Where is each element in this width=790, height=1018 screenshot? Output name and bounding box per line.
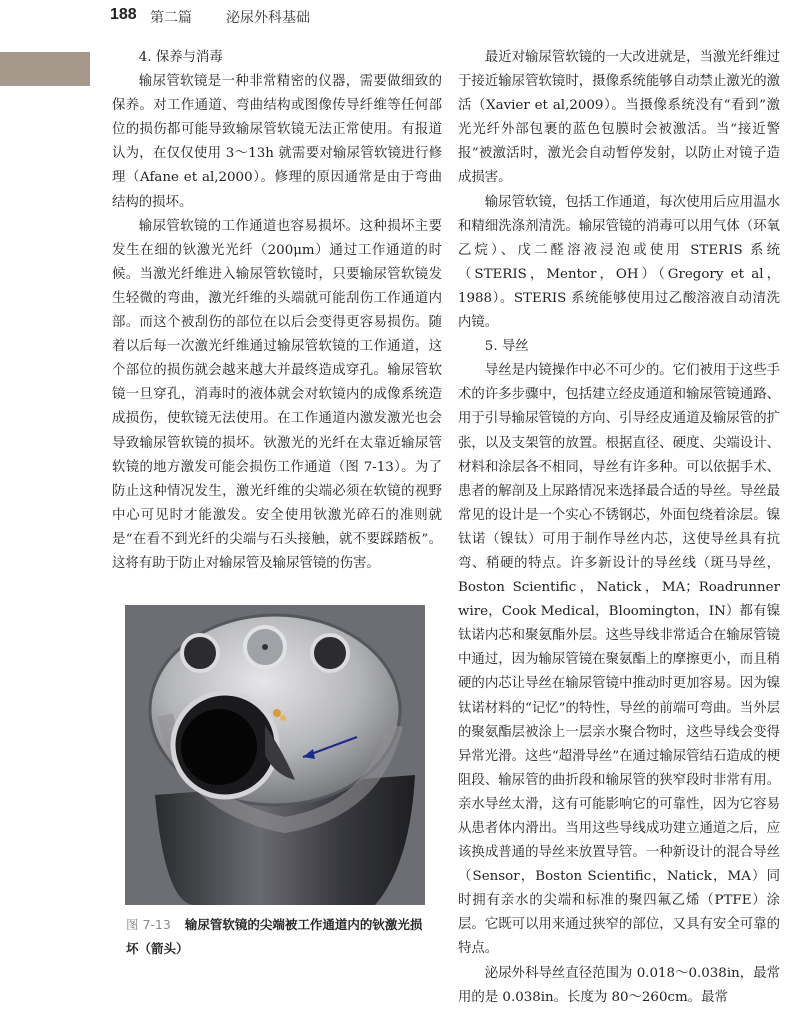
figure-ureteroscope-tip-photo [125,605,425,905]
left-column [112,46,442,576]
figure-label: 图 7-13 [126,917,171,932]
figure-caption-text: 输尿管软镜的尖端被工作通道内的钬激光损坏（箭头） [126,917,423,956]
paragraph: 输尿管软镜是一种非常精密的仪器，需要做细致的保养。对工作通道、弯曲结构或图像传导纤维等任何部位的损伤都可能导致输尿管软镜无法正常使用。有报道认为，在仅仅使用 3～13h 就需要对输尿管软镜进行修理（Afane et al,2000）。修理的原因通常是由于弯曲结构的损坏。 [112,74,442,210]
section-heading-maintenance: 4. 保养与消毒 [138,50,223,65]
paragraph: 输尿管软镜的工作通道也容易损坏。这种损坏主要发生在细的钬激光光纤（200μm）通过工作通道的时候。当激光纤维进入输尿管软镜时，只要输尿管软镜发生轻微的弯曲，激光纤维的头端就可能刮伤工作通道内部。而这个被刮伤的部位在以后会变得更容易损伤。随着以后每一次激光纤维通过输尿管软镜的工作通道，这个部位的损伤就会越来越大并最终造成穿孔。输尿管软镜一旦穿孔，消毒时的液体就会对软镜内的成像系统造成损伤，使软镜无法使用。在工作通道内激发激光也会导致输尿管软镜的损坏。钬激光的光纤在太靠近输尿管软镜的地方激发可能会损伤工作通道（图 7-13）。为了防止这种情况发生，激光纤维的尖端必须在软镜的视野中心可见时才能激发。安全使用钬激光碎石的准则就是“在看不到光纤的尖端与石头接触，就不要踩踏板”。这将有助于防止对输尿管及输尿管镜的伤害。 [112,218,442,571]
section-title: 第二篇 [150,10,192,26]
page-header [0,0,790,32]
margin-tab [0,52,90,86]
figure-caption [126,913,426,961]
page-number: 188 [110,6,137,23]
paragraph: 导丝是内镜操作中必不可少的。它们被用于这些手术的许多步骤中，包括建立经皮通道和输尿管镜通路、用于引导输尿管镜的方向、引导经皮通道及输尿管的扩张，以及支架管的放置。根据直径、硬度、尖端设计、材料和涂层各不相同，导丝有许多种。可以依据手术、患者的解剖及上尿路情况来选择最合适的导丝。导丝最常见的设计是一个实心不锈钢芯，外面包绕着涂层。镍钛诺（镍钛）可用于制作导丝内芯，这使导丝具有抗弯、稍硬的特点。许多新设计的导丝线（斑马导丝，Boston Scientific，Natick，MA；Roadrunner wire，Cook Medical，Bloomington，IN）都有镍钛诺内芯和聚氨酯外层。这些导线非常适合在输尿管镜中通过，因为输尿管镜在聚氨酯上的摩擦更小，而且稍硬的内芯让导丝在输尿管镜中推动时更加容易。因为镍钛诺材料的“记忆”的特性，导丝的前端可弯曲。当外层的聚氨酯层被涂上一层亲水聚合物时，这些导线会变得异常光滑。这些“超滑导丝”在通过输尿管结石造成的梗阻段、输尿管的曲折段和输尿管的狭窄段时非常有用。亲水导丝太滑，这有可能影响它的可靠性，因为它容易从患者体内滑出。当用这些导线成功建立通道之后，应该换成普通的导丝来放置导管。一种新设计的混合导丝（Sensor，Boston Scientific，Natick，MA）同时拥有亲水的尖端和标准的聚四氟乙烯（PTFE）涂层。它既可以用来通过狭窄的部位，又具有安全可靠的特点。 [458,363,780,957]
ureteroscope-tip-illustration [125,605,425,905]
paragraph: 泌尿外科导丝直径范围为 0.018～0.038in，最常用的是 0.038in。长度为 80～260cm。最常 [458,965,780,1005]
section-heading-guidewire: 5. 导丝 [484,339,529,355]
chapter-title: 泌尿外科基础 [226,10,310,26]
paragraph: 输尿管软镜，包括工作通道，每次使用后应用温水和精细洗涤剂清洗。输尿管镜的消毒可以用气体（环氧乙烷）、戊二醛溶液浸泡或使用 STERIS 系统（STERIS，Mentor，OH）（Gregory et al，1988）。STERIS 系统能够使用过乙酸溶液自动清洗内镜。 [458,194,780,331]
paragraph: 最近对输尿管软镜的一大改进就是，当激光纤维过于接近输尿管软镜时，摄像系统能够自动禁止激光的激活（Xavier et al,2009）。当摄像系统没有“看到”激光光纤外部包裹的蓝色包膜时会被激活。当“接近警报”被激活时，激光会自动暂停发射，以防止对镜子造成损害。 [458,50,780,186]
right-column [458,46,780,1010]
